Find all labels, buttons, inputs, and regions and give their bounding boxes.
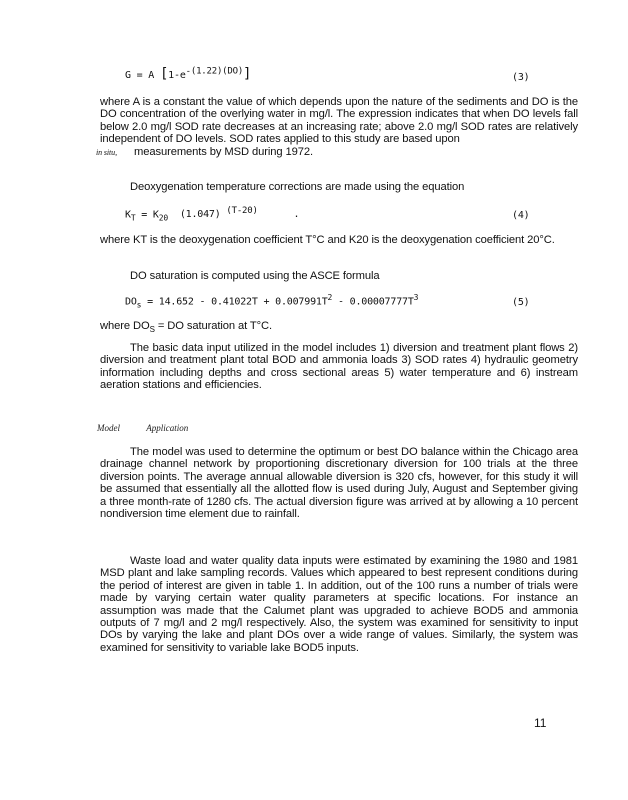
paragraph-kt-definition bbox=[100, 234, 578, 246]
paragraph-sod-definition bbox=[96, 96, 578, 159]
p1-text-end: measurements by MSD during 1972. bbox=[134, 145, 313, 158]
eq5-sup1: 2 bbox=[327, 293, 333, 302]
p6-text: The basic data input utilized in the model includes 1) diversion and treatment plant flows 2) diversion and treatment plant total BOD and ammonia loads 3) SOD rates 4) hydraulic geometry information including depths and cross sectional areas 5) water temperature and 6) instream aeration stations and efficiencies. bbox=[100, 342, 578, 392]
eq3-exponent: -(1.22)(DO) bbox=[185, 66, 244, 77]
eq5-lhs-sub: s bbox=[136, 300, 142, 310]
equation-4 bbox=[125, 206, 299, 222]
eq3-inner: 1-e bbox=[168, 70, 186, 81]
eq4-dot: . bbox=[293, 209, 300, 221]
eq4-factor: (1.047) bbox=[179, 209, 221, 221]
eq5-rhs2: - 0.00007777T bbox=[332, 296, 414, 308]
paragraph-dos-definition bbox=[100, 320, 578, 337]
eq4-lhs: K bbox=[125, 209, 131, 221]
p5-sub: S bbox=[149, 325, 155, 335]
p2-text: Deoxygenation temperature corrections are made using the equation bbox=[130, 181, 465, 193]
p8-text: Waste load and water quality data inputs were estimated by examining the 1980 and 1981 MSD plant and lake sampling records. Values which appeared to best represent conditions during the period of interest are given in table 1. In addition, out of the 100 runs a number of trials were made by varying certain water quality parameters at specific locations. For instance an assumption was made that the Calumet plant was upgraded to achieve BOD5 and ammonia outputs of 7 mg/l and 2 mg/l respectively. Also, the system was examined for sensitivity to input DOs by varying the lake and plant DOs over a wide range of values. Similarly, the system was examined for sensitivity to variable lake BOD5 inputs. bbox=[100, 555, 578, 654]
equation-3 bbox=[125, 66, 251, 82]
paragraph-deoxygenation-intro bbox=[100, 181, 578, 193]
heading-word-application: Application bbox=[146, 423, 189, 433]
eq5-sup2: 3 bbox=[413, 293, 419, 302]
paragraph-model-optimum bbox=[100, 446, 578, 520]
equation-5 bbox=[125, 293, 418, 309]
section-heading-model-application bbox=[97, 423, 188, 433]
eq4-rhs-sub: 20 bbox=[158, 213, 168, 223]
eq3-bracket-open: [ bbox=[159, 66, 169, 82]
paragraph-data-input bbox=[100, 342, 578, 392]
equation-3-number: (3) bbox=[512, 72, 530, 83]
eq4-eq: = K bbox=[135, 209, 159, 221]
p5-text-end: = DO saturation at T°C. bbox=[154, 320, 273, 332]
eq3-lhs: G = A bbox=[125, 70, 155, 81]
paragraph-waste-load bbox=[100, 555, 578, 654]
eq4-lhs-sub: T bbox=[130, 213, 136, 223]
p1-text: where A is a constant the value of which depends upon the nature of the sediments and DO is the DO concentration of the overlying water in mg/l. The expression indicates that when DO levels fall below 2.0 mg/l SOD rate decreases at an increasing rate; above 2.0 mg/l SOD rates are relatively independent of DO levels. SOD rates applied to this study are based upon bbox=[100, 96, 578, 146]
eq5-rhs1: = 14.652 - 0.41022T + 0.007991T bbox=[141, 296, 328, 308]
heading-word-model: Model bbox=[97, 423, 120, 433]
paragraph-do-saturation-intro bbox=[100, 270, 578, 282]
p5-text: where DO bbox=[100, 320, 150, 332]
page-number: 11 bbox=[534, 716, 547, 730]
equation-4-number: (4) bbox=[512, 210, 530, 221]
p7-text: The model was used to determine the optimum or best DO balance within the Chicago area drainage channel network by proportioning discretionary diversion for 100 trials at the three diversion points. The average annual allowable diversion is 320 cfs, however, for this study it will be assumed that essentially all the allotted flow is used during July, August and September giving a three month-rate of 1280 cfs. The actual diversion figure was arrived at by allowing a 10 percent nondiversion time element due to rainfall. bbox=[100, 446, 578, 521]
p4-text: DO saturation is computed using the ASCE formula bbox=[130, 270, 380, 282]
equation-5-number: (5) bbox=[512, 297, 530, 308]
eq4-exponent: (T-20) bbox=[226, 206, 258, 216]
in-situ-label: in situ, bbox=[96, 147, 117, 157]
p3-text: where KT is the deoxygenation coefficient T°C and K20 is the deoxygenation coefficient 20°C. bbox=[100, 234, 555, 246]
eq3-bracket-close: ] bbox=[243, 66, 252, 82]
eq5-lhs: DO bbox=[125, 296, 137, 308]
